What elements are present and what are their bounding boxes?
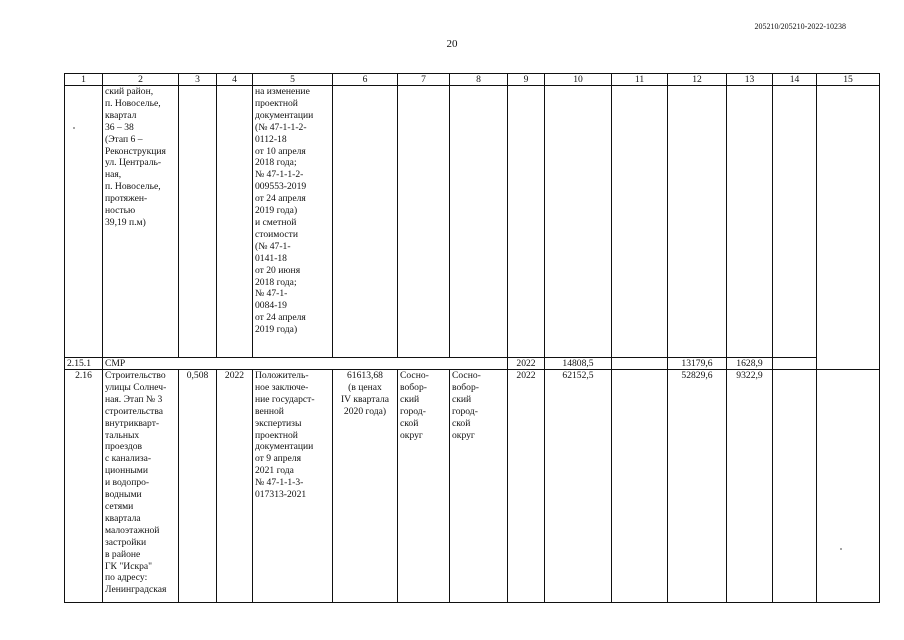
- col-header: 4: [217, 74, 253, 86]
- col-header: 13: [727, 74, 773, 86]
- col-header: 5: [253, 74, 333, 86]
- cell-year: [217, 86, 253, 358]
- cell-customer: Сосно- вобор- ский город- ской округ: [398, 370, 450, 603]
- cell-note: [817, 86, 880, 358]
- col-header: 8: [450, 74, 508, 86]
- col-header: 3: [179, 74, 217, 86]
- cell-district: [450, 86, 508, 358]
- cell-total: 14808,5: [545, 358, 612, 370]
- cell-estimate: 61613,68 (в ценах IV квартала 2020 года): [333, 370, 398, 603]
- cell-regional: 52829,6: [668, 370, 727, 603]
- cell-regional: 13179,6: [668, 358, 727, 370]
- table-row: [65, 370, 880, 603]
- cell-number: 2.15.1: [65, 358, 103, 370]
- cell-federal: [612, 86, 668, 358]
- cell-capacity: [179, 86, 217, 358]
- scan-speck: [840, 548, 842, 550]
- cell-local: 9322,9: [727, 370, 773, 603]
- col-header: 15: [817, 74, 880, 86]
- col-header: 9: [508, 74, 545, 86]
- cell-object-name: Строительство улицы Солнеч- ная. Этап № 3 строительства внутрикварт- тальных проездов с канализа- ционными и водопро- водными сетями квартала малоэтажной застройки в районе ГК "Искра" по адресу: Ленинградская: [103, 370, 179, 603]
- cell-year: 2022: [217, 370, 253, 603]
- cell-number: [65, 86, 103, 358]
- cell-total: [545, 86, 612, 358]
- page-number: 20: [446, 38, 458, 50]
- col-header: 2: [103, 74, 179, 86]
- cell-other: [773, 86, 817, 358]
- cell-fin-year: 2022: [508, 370, 545, 603]
- cell-other: [773, 370, 817, 603]
- data-table: [64, 73, 880, 603]
- col-header: 11: [612, 74, 668, 86]
- cell-note: [817, 370, 880, 603]
- cell-number: 2.16: [65, 370, 103, 603]
- col-header: 7: [398, 74, 450, 86]
- cell-local: [727, 86, 773, 358]
- col-header: 12: [668, 74, 727, 86]
- cell-expertise: на изменение проектной документации (№ 47-1-1-2- 0112-18 от 10 апреля 2018 года; № 47-1-1-2- 009553-2019 от 24 апреля 2019 года) и сметной стоимости (№ 47-1- 0141-18 от 20 июня 2018 года; № 47-1- 0084-19 от 24 апреля 2019 года): [253, 86, 333, 358]
- cell-customer: [398, 86, 450, 358]
- cell-estimate: [333, 86, 398, 358]
- cell-fin-year: [508, 86, 545, 358]
- col-header: 10: [545, 74, 612, 86]
- col-header: 6: [333, 74, 398, 86]
- col-header: 1: [65, 74, 103, 86]
- scan-speck: [73, 127, 75, 129]
- cell-object-name: ский район, п. Новоселье, квартал 36 – 38 (Этап 6 – Реконструкция ул. Централь- ная, п. Новоселье, протяжен- ностью 39,19 п.м): [103, 86, 179, 358]
- cell-local: 1628,9: [727, 358, 773, 370]
- table-row: [65, 86, 880, 358]
- cell-other: [773, 358, 817, 370]
- cell-federal: [612, 370, 668, 603]
- table-row: [65, 358, 880, 370]
- cell-capacity: 0,508: [179, 370, 217, 603]
- cell-federal: [612, 358, 668, 370]
- cell-regional: [668, 86, 727, 358]
- document-id: 205210/205210-2022-10238: [754, 22, 846, 31]
- cell-note: [817, 358, 880, 370]
- cell-district: Сосно- вобор- ский город- ской округ: [450, 370, 508, 603]
- cell-fin-year: 2022: [508, 358, 545, 370]
- col-header: 14: [773, 74, 817, 86]
- cell-expertise: Положитель- ное заключе- ние государст- венной экспертизы проектной документации от 9 апреля 2021 года № 47-1-1-3- 017313-2021: [253, 370, 333, 603]
- cell-total: 62152,5: [545, 370, 612, 603]
- column-number-row: [65, 74, 880, 86]
- cell-object-name: СМР: [103, 358, 508, 370]
